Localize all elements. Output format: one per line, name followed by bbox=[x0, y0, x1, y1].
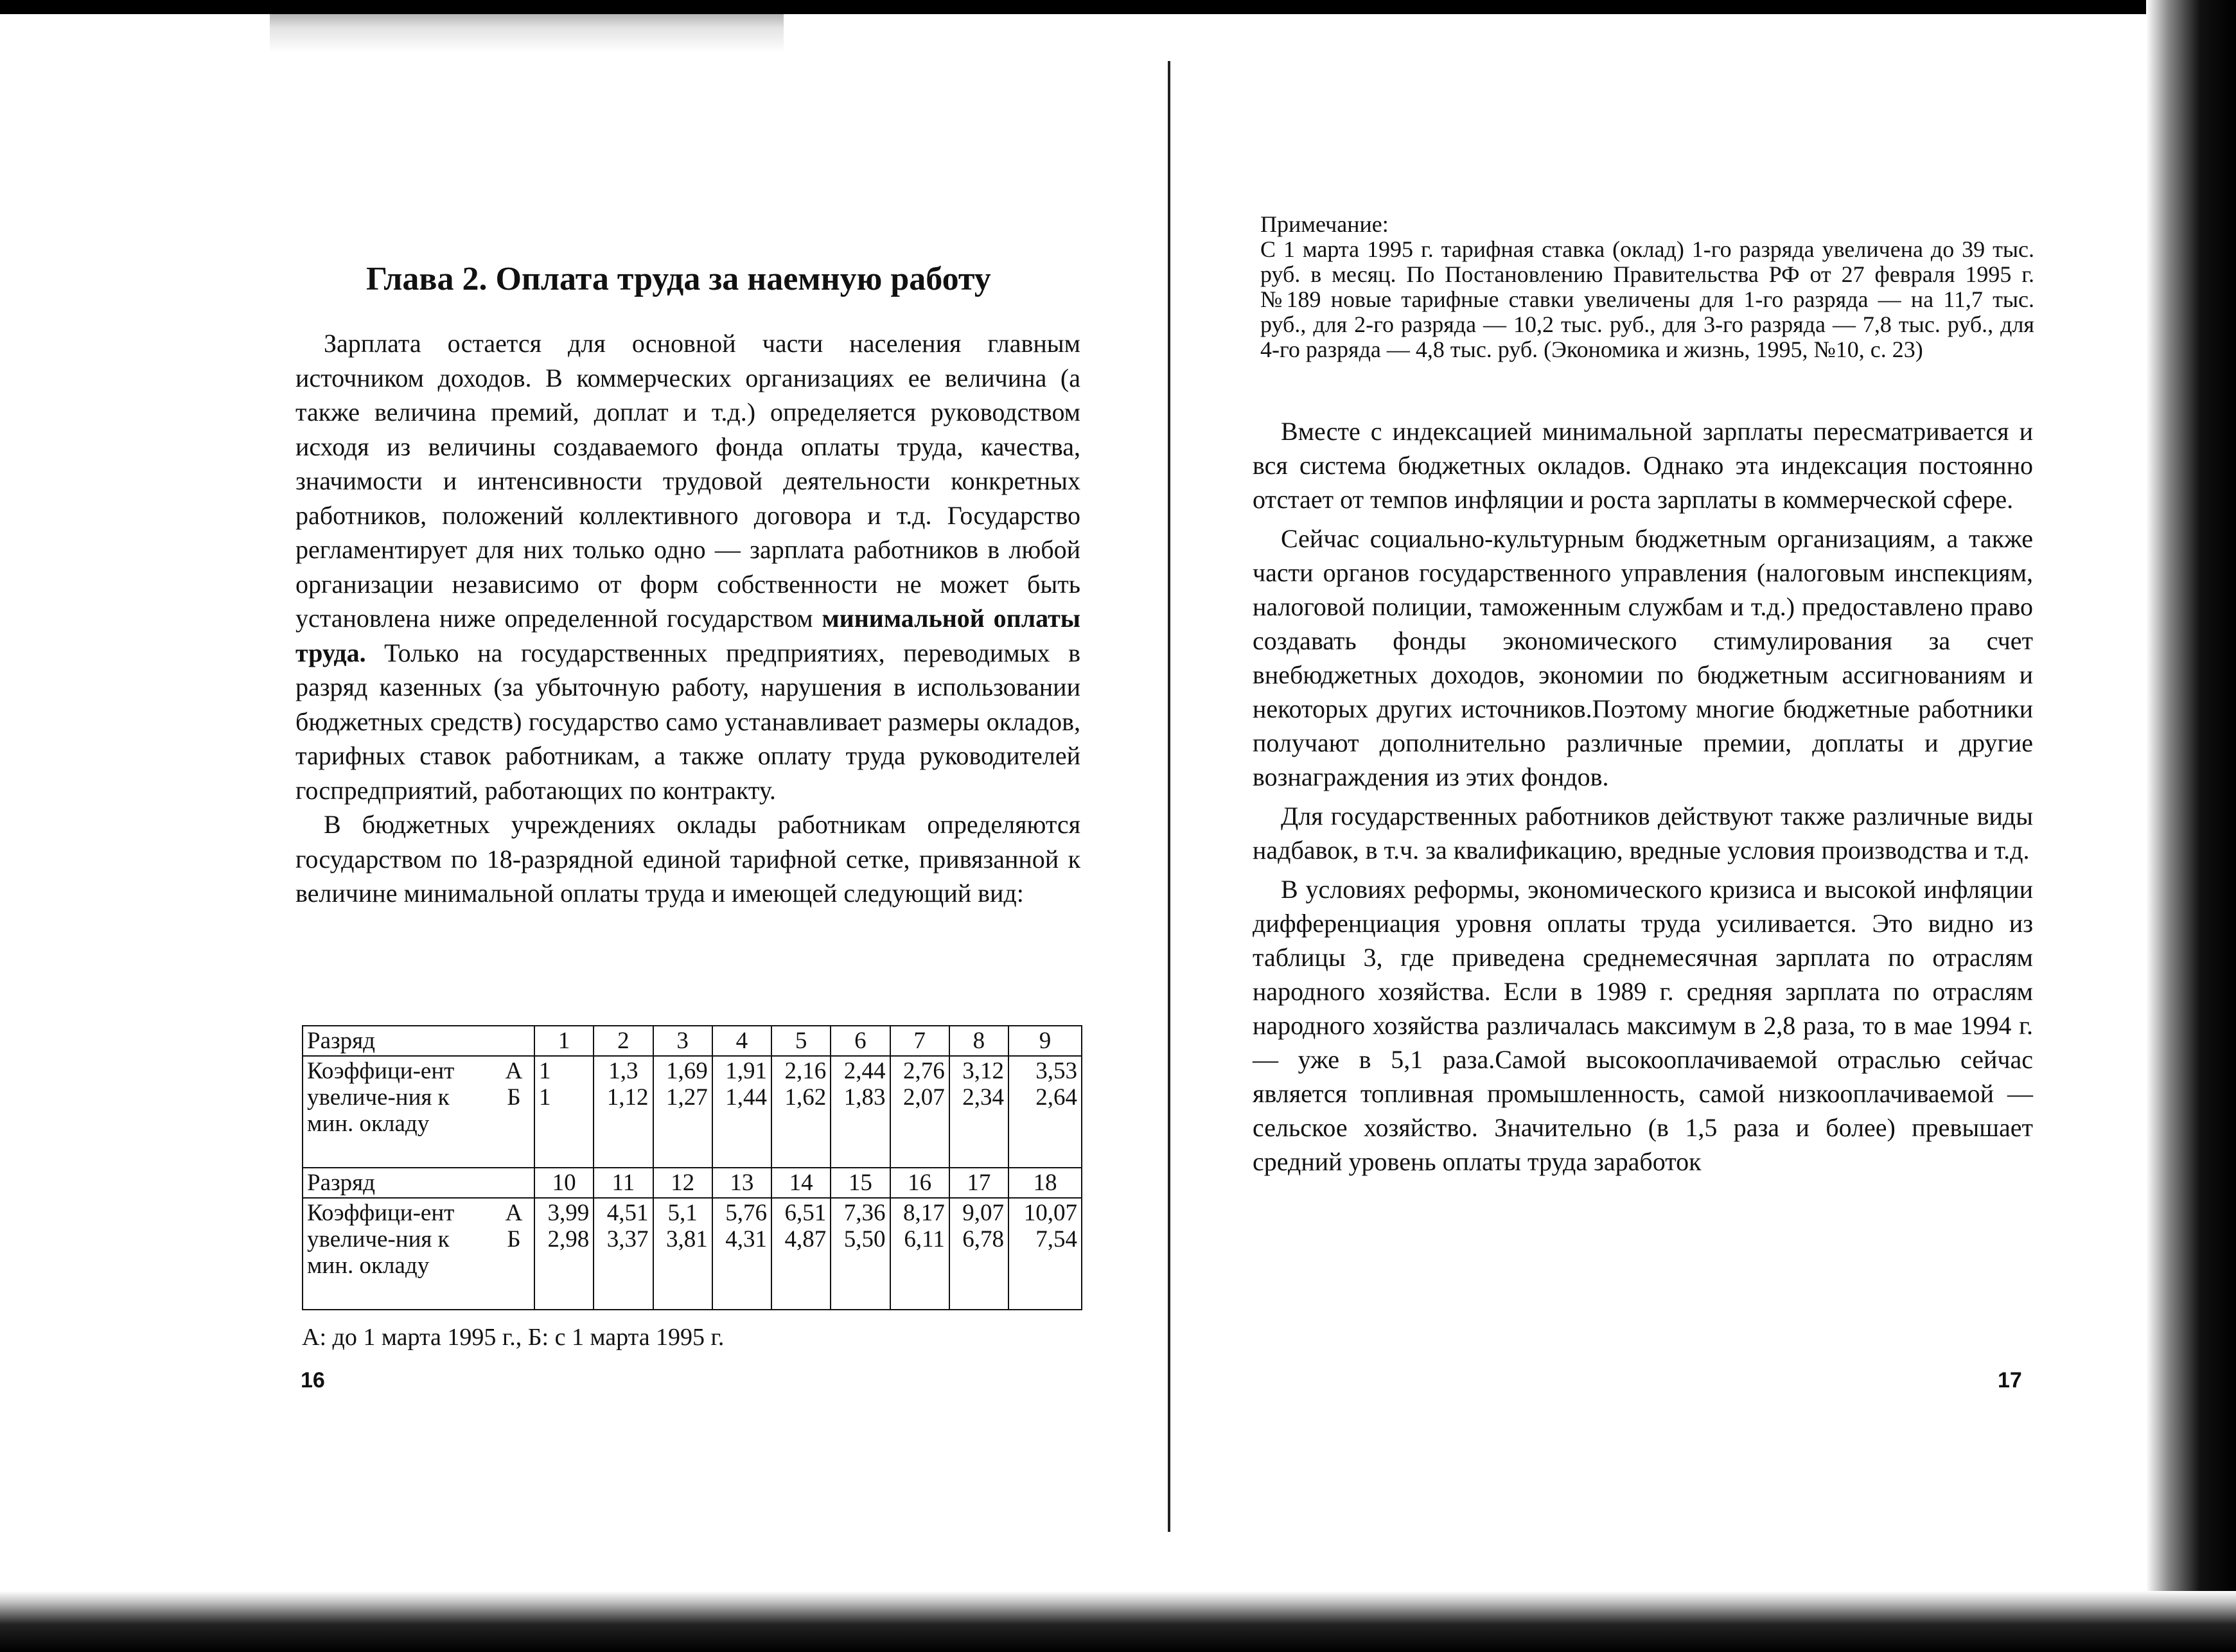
coef-b: 6,11 bbox=[904, 1226, 945, 1252]
coef-a: 3,12 bbox=[962, 1058, 1004, 1084]
coef-label: Коэффици-ент увеличе-ния к мин. окладу bbox=[303, 1198, 494, 1310]
coef-a: 7,36 bbox=[843, 1200, 886, 1226]
coef-a: 2,16 bbox=[784, 1058, 827, 1084]
rank-cell: 16 bbox=[890, 1168, 949, 1198]
coef-a: 6,51 bbox=[784, 1200, 827, 1226]
tariff-table bbox=[302, 1025, 1082, 1310]
coef-cell bbox=[653, 1198, 712, 1310]
rank-cell: 14 bbox=[771, 1168, 831, 1198]
left-page-body bbox=[295, 326, 1080, 911]
coef-a: 1,91 bbox=[725, 1058, 767, 1084]
coef-cell bbox=[831, 1056, 890, 1168]
coef-b: 7,54 bbox=[1035, 1226, 1077, 1252]
table-row bbox=[303, 1056, 1082, 1168]
coef-cell bbox=[890, 1056, 949, 1168]
coef-a: 1,3 bbox=[608, 1058, 638, 1084]
paragraph-text: Зарплата остается для основной части населения главным источником доходов. В коммерческих организациях ее величина (а также величина премий, доплат и т.д.) определяется руководством исходя из величины создаваемого фонда оплаты труда, качества, значимости и интенсивности трудовой деятельности конкретных работников, положений коллективного договора и т.д. Государство регламентирует для них только одно — зарплата работников в любой организации независимо от форм собственности не может быть установлена ниже определенной государством bbox=[295, 329, 1080, 633]
coef-a: 1,69 bbox=[666, 1058, 708, 1084]
coef-cell bbox=[949, 1056, 1008, 1168]
coef-a: 2,76 bbox=[903, 1058, 945, 1084]
scan-shadow bbox=[270, 14, 784, 53]
paragraph: Для государственных работников действуют также различные виды надбавок, в т.ч. за квалификацию, вредные условия производства и т.д. bbox=[1253, 802, 2033, 865]
coef-cell bbox=[712, 1056, 771, 1168]
coef-b: 4,87 bbox=[784, 1226, 827, 1252]
paragraph: В бюджетных учреждениях оклады работникам определяются государством по 18-разрядной единой тарифной сетке, привязанной к величине минимальной оплаты труда и имеющей следующий вид: bbox=[295, 810, 1080, 908]
rank-cell: 12 bbox=[653, 1168, 712, 1198]
coef-b: 1 bbox=[539, 1084, 551, 1111]
coef-a: 9,07 bbox=[962, 1200, 1004, 1226]
coef-b: 2,07 bbox=[903, 1084, 945, 1111]
table-row bbox=[303, 1198, 1082, 1310]
coef-cell bbox=[653, 1056, 712, 1168]
page-number-left: 16 bbox=[301, 1368, 325, 1393]
rank-cell: 1 bbox=[534, 1026, 594, 1056]
paragraph: Сейчас социально-культурным бюджетным организациям, а также части органов государственного управления (налоговым инспекциям, налоговой полиции, таможенным службам и т.д.) предоставлено право создавать фонды экономического стимулирования за счет внебюджетных доходов, экономии по бюджетным ассигнованиям и некоторых других источников.Поэтому многие бюджетные работники получают дополнительно различные премии, доплаты и другие вознаграждения из этих фондов. bbox=[1253, 524, 2033, 791]
coef-a: 1 bbox=[539, 1058, 551, 1084]
coef-b: 5,50 bbox=[843, 1226, 886, 1252]
scan-edge-top bbox=[0, 0, 2236, 14]
rank-label: Разряд bbox=[303, 1026, 534, 1056]
coef-a: 8,17 bbox=[903, 1200, 945, 1226]
coef-a: 3,53 bbox=[1035, 1058, 1077, 1084]
note-block bbox=[1260, 212, 2034, 362]
paragraph-text: Только на государственных предприятиях, переводимых в разряд казенных (за убыточную работу, нарушения в использовании бюджетных средств) государство само устанавливает размеры окладов, тарифных ставок работникам, а также оплату труда руководителей госпредприятий, работающих по контракту. bbox=[295, 638, 1080, 805]
coef-b: 4,31 bbox=[725, 1226, 767, 1252]
paragraph bbox=[295, 326, 1080, 807]
coef-cell bbox=[534, 1198, 594, 1310]
rank-cell: 17 bbox=[949, 1168, 1008, 1198]
coef-b: 2,34 bbox=[962, 1084, 1004, 1111]
coef-cell bbox=[594, 1198, 653, 1310]
paragraph: В условиях реформы, экономического кризиса и высокой инфляции дифференциация уровня оплаты труда усиливается. Это видно из таблицы 3, где приведена среднемесячная зарплата по отраслям народного хозяйства. Если в 1989 г. средняя зарплата по отраслям народного хозяйства различалась максимум в 2,8 раза, то в мае 1994 г. — уже в 5,1 раза.Самой высокооплачиваемой отраслью сейчас является топливная промышленность, самой низкооплачиваемой — сельское хозяйство. Значительно (в 1,5 раза и более) превышает средний уровень оплаты труда заработок bbox=[1253, 875, 2033, 1176]
book-spine bbox=[1168, 61, 1170, 1532]
ab-labels bbox=[494, 1198, 534, 1310]
paragraph: Вместе с индексацией минимальной зарплаты пересматривается и вся система бюджетных окладов. Однако эта индексация постоянно отстает от темпов инфляции и роста зарплаты в коммерческой сфере. bbox=[1253, 417, 2033, 514]
coef-cell bbox=[949, 1198, 1008, 1310]
coef-cell bbox=[1008, 1056, 1082, 1168]
coef-b: 1,83 bbox=[843, 1084, 886, 1111]
coef-b: 1,12 bbox=[606, 1084, 649, 1111]
rank-cell: 8 bbox=[949, 1026, 1008, 1056]
right-page-body bbox=[1253, 414, 2033, 1179]
ab-labels bbox=[494, 1056, 534, 1168]
rank-cell: 4 bbox=[712, 1026, 771, 1056]
chapter-title: Глава 2. Оплата труда за наемную работу bbox=[366, 261, 991, 297]
coef-a: 2,44 bbox=[843, 1058, 886, 1084]
rank-cell: 13 bbox=[712, 1168, 771, 1198]
rank-cell: 3 bbox=[653, 1026, 712, 1056]
coef-cell bbox=[594, 1056, 653, 1168]
scan-edge-bottom bbox=[0, 1591, 2236, 1652]
coef-b: 1,27 bbox=[666, 1084, 708, 1111]
coef-a: 5,76 bbox=[725, 1200, 767, 1226]
rank-cell: 11 bbox=[594, 1168, 653, 1198]
coef-cell bbox=[771, 1056, 831, 1168]
rank-cell: 2 bbox=[594, 1026, 653, 1056]
coef-cell bbox=[1008, 1198, 1082, 1310]
rank-cell: 10 bbox=[534, 1168, 594, 1198]
rank-cell: 18 bbox=[1008, 1168, 1082, 1198]
scan-edge-right bbox=[2146, 0, 2236, 1652]
row-a-label: А bbox=[505, 1200, 523, 1226]
coef-b: 1,44 bbox=[725, 1084, 767, 1111]
note-label: Примечание: bbox=[1260, 211, 1389, 237]
coef-cell bbox=[712, 1198, 771, 1310]
table-row bbox=[303, 1026, 1082, 1056]
rank-cell: 7 bbox=[890, 1026, 949, 1056]
page-number-right: 17 bbox=[1998, 1368, 2022, 1393]
coef-b: 3,37 bbox=[606, 1226, 649, 1252]
rank-cell: 15 bbox=[831, 1168, 890, 1198]
coef-cell bbox=[831, 1198, 890, 1310]
row-b-label: Б bbox=[507, 1084, 521, 1111]
coef-a: 10,07 bbox=[1023, 1200, 1077, 1226]
rank-cell: 6 bbox=[831, 1026, 890, 1056]
row-b-label: Б bbox=[507, 1226, 521, 1252]
table-note: А: до 1 марта 1995 г., Б: с 1 марта 1995 г. bbox=[302, 1324, 725, 1351]
coef-label: Коэффици-ент увеличе-ния к мин. окладу bbox=[303, 1056, 494, 1168]
rank-cell: 9 bbox=[1008, 1026, 1082, 1056]
row-a-label: А bbox=[505, 1058, 523, 1084]
coef-b: 1,62 bbox=[784, 1084, 827, 1111]
coef-b: 2,64 bbox=[1035, 1084, 1077, 1111]
coef-b: 3,81 bbox=[666, 1226, 708, 1252]
coef-cell bbox=[534, 1056, 594, 1168]
rank-label: Разряд bbox=[303, 1168, 534, 1198]
coef-b: 2,98 bbox=[547, 1226, 590, 1252]
coef-a: 3,99 bbox=[547, 1200, 590, 1226]
coef-cell bbox=[771, 1198, 831, 1310]
bold-term: минимальной оплаты труда. bbox=[295, 604, 1081, 667]
note-text: С 1 марта 1995 г. тарифная ставка (оклад) 1-го разряда увеличена до 39 тыс. руб. в месяц. По Постановлению Правительства РФ от 27 февраля 1995 г. №189 новые тарифные ставки увеличены для 1-го разряда — на 11,7 тыс. руб., для 2-го разряда — 10,2 тыс. руб., для 3-го разряда — 7,8 тыс. руб., для 4-го разряда — 4,8 тыс. руб. (Экономика и жизнь, 1995, №10, с. 23) bbox=[1260, 236, 2034, 362]
table-row bbox=[303, 1168, 1082, 1198]
rank-cell: 5 bbox=[771, 1026, 831, 1056]
coef-a: 5,1 bbox=[667, 1200, 698, 1226]
coef-a: 4,51 bbox=[606, 1200, 649, 1226]
coef-b: 6,78 bbox=[962, 1226, 1004, 1252]
coef-cell bbox=[890, 1198, 949, 1310]
